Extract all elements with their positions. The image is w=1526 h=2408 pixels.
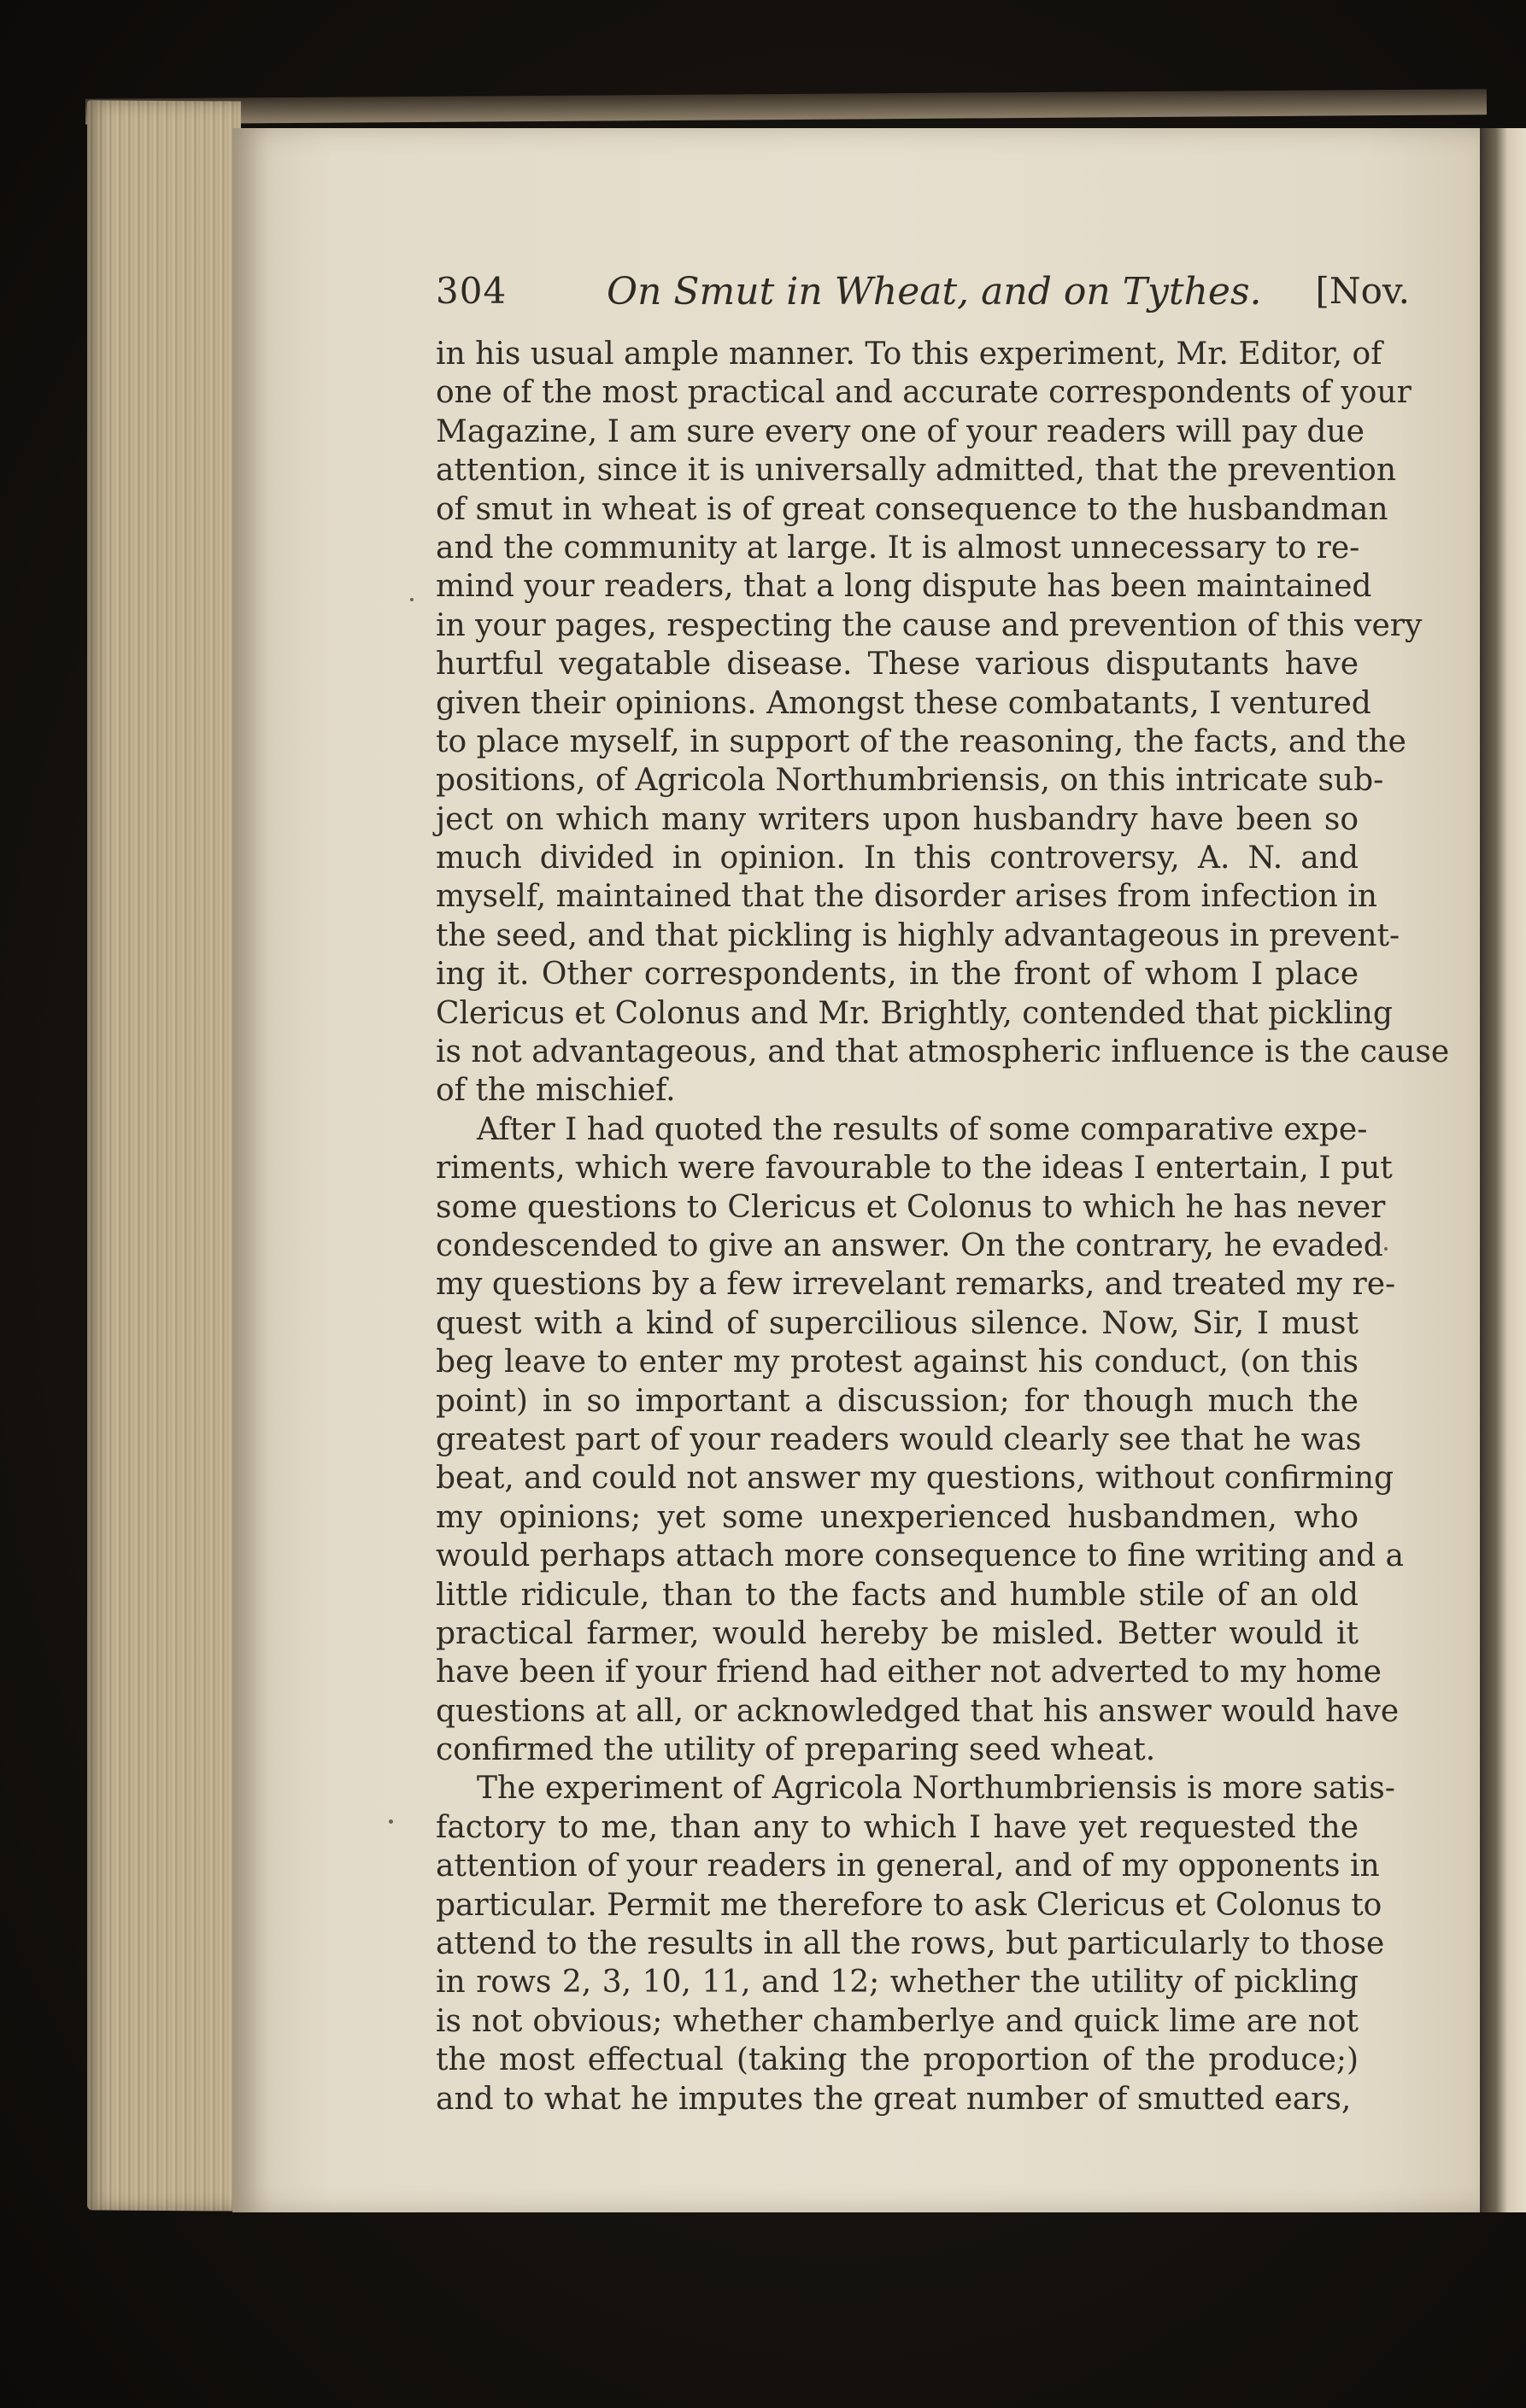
text-line: riments, which were favourable to the ideas I entertain, I put — [436, 1151, 1393, 1186]
text-line: point) in so important a discussion; for though much the — [436, 1383, 1359, 1419]
page-edges — [87, 100, 241, 2211]
text-line: greatest part of your readers would clearly see that he was — [436, 1421, 1362, 1457]
text-line: the seed, and that pickling is highly advantageous in prevent- — [436, 917, 1400, 953]
text-line: would perhaps attach more consequence to fine writing and a — [436, 1538, 1405, 1574]
text-line: particular. Permit me therefore to ask Clericus et Colonus to — [436, 1887, 1382, 1923]
paragraph — [436, 1110, 1405, 1770]
facing-page-edge — [1480, 128, 1526, 2212]
text-line: the most effectual (taking the proportion of the produce;) — [436, 2042, 1359, 2078]
paper-speck — [389, 1819, 393, 1824]
text-line: mind your readers, that a long dispute has been maintained — [436, 569, 1372, 605]
text-line: questions at all, or acknowledged that his answer would have — [436, 1693, 1400, 1729]
text-line: in rows 2, 3, 10, 11, and 12; whether the utility of pickling — [436, 1965, 1359, 2001]
paper-speck — [410, 598, 414, 601]
text-line: The experiment of Agricola Northumbriensis is more satis- — [477, 1771, 1395, 1807]
running-head — [436, 270, 1410, 321]
text-line: attention, since it is universally admitted, that the prevention — [436, 453, 1397, 489]
text-line: attention of your readers in general, and of my opponents in — [436, 1848, 1380, 1884]
text-line: my opinions; yet some unexperienced husbandmen, who — [436, 1499, 1359, 1535]
text-line: beg leave to enter my protest against his conduct, (on this — [436, 1345, 1359, 1380]
text-line: is not advantageous, and that atmospheric influence is the cause — [436, 1034, 1450, 1070]
text-line: beat, and could not answer my questions, without confirming — [436, 1461, 1394, 1497]
text-line: Magazine, I am sure every one of your readers will pay due — [436, 413, 1365, 449]
body-text — [436, 335, 1450, 2118]
text-line: quest with a kind of supercilious silence. Now, Sir, I must — [436, 1305, 1359, 1341]
text-line: confirmed the utility of preparing seed wheat. — [436, 1732, 1156, 1768]
text-line: positions, of Agricola Northumbriensis, on this intricate sub- — [436, 763, 1384, 799]
text-line: ing it. Other correspondents, in the front of whom I place — [436, 957, 1359, 993]
paragraph — [436, 1769, 1395, 2118]
text-line: to place myself, in support of the reasoning, the facts, and the — [436, 724, 1406, 759]
running-month: [Nov. — [1315, 270, 1410, 312]
text-line: in your pages, respecting the cause and prevention of this very — [436, 607, 1423, 643]
paper-speck — [1384, 1247, 1388, 1251]
text-line: ject on which many writers upon husbandry have been so — [436, 801, 1359, 837]
text-line: some questions to Clericus et Colonus to which he has never — [436, 1189, 1386, 1225]
text-line: one of the most practical and accurate correspondents of your — [436, 375, 1412, 411]
running-title: On Smut in Wheat, and on Tythes. — [607, 270, 1262, 313]
text-line: in his usual ample manner. To this experiment, Mr. Editor, of — [436, 337, 1382, 372]
text-line: of smut in wheat is of great consequence to the husbandman — [436, 491, 1388, 527]
page-number: 304 — [436, 270, 508, 312]
text-line: myself, maintained that the disorder arises from infection in — [436, 879, 1377, 915]
text-line: of the mischief. — [436, 1073, 676, 1109]
text-line: condescended to give an answer. On the contrary, he evaded — [436, 1227, 1383, 1263]
text-line: and to what he imputes the great number of smutted ears, — [436, 2081, 1352, 2117]
text-line: much divided in opinion. In this controversy, A. N. and — [436, 841, 1359, 876]
text-line: attend to the results in all the rows, but particularly to those — [436, 1926, 1385, 1962]
text-line: is not obvious; whether chamberlye and quick lime are not — [436, 2003, 1359, 2039]
text-line: and the community at large. It is almost unnecessary to re- — [436, 530, 1360, 565]
text-line: my questions by a few irrevelant remarks, and treated my re- — [436, 1267, 1396, 1303]
text-line: have been if your friend had either not adverted to my home — [436, 1655, 1382, 1690]
text-line: little ridicule, than to the facts and humble stile of an old — [436, 1577, 1359, 1613]
text-line: practical farmer, would hereby be misled. Better would it — [436, 1615, 1359, 1651]
paragraph — [436, 335, 1450, 1110]
text-line: After I had quoted the results of some comparative expe- — [477, 1111, 1368, 1147]
text-line: hurtful vegatable disease. These various disputants have — [436, 647, 1359, 683]
text-line: Clericus et Colonus and Mr. Brightly, contended that pickling — [436, 995, 1393, 1031]
text-line: factory to me, than any to which I have yet requested the — [436, 1809, 1359, 1845]
text-line: given their opinions. Amongst these combatants, I ventured — [436, 685, 1371, 721]
